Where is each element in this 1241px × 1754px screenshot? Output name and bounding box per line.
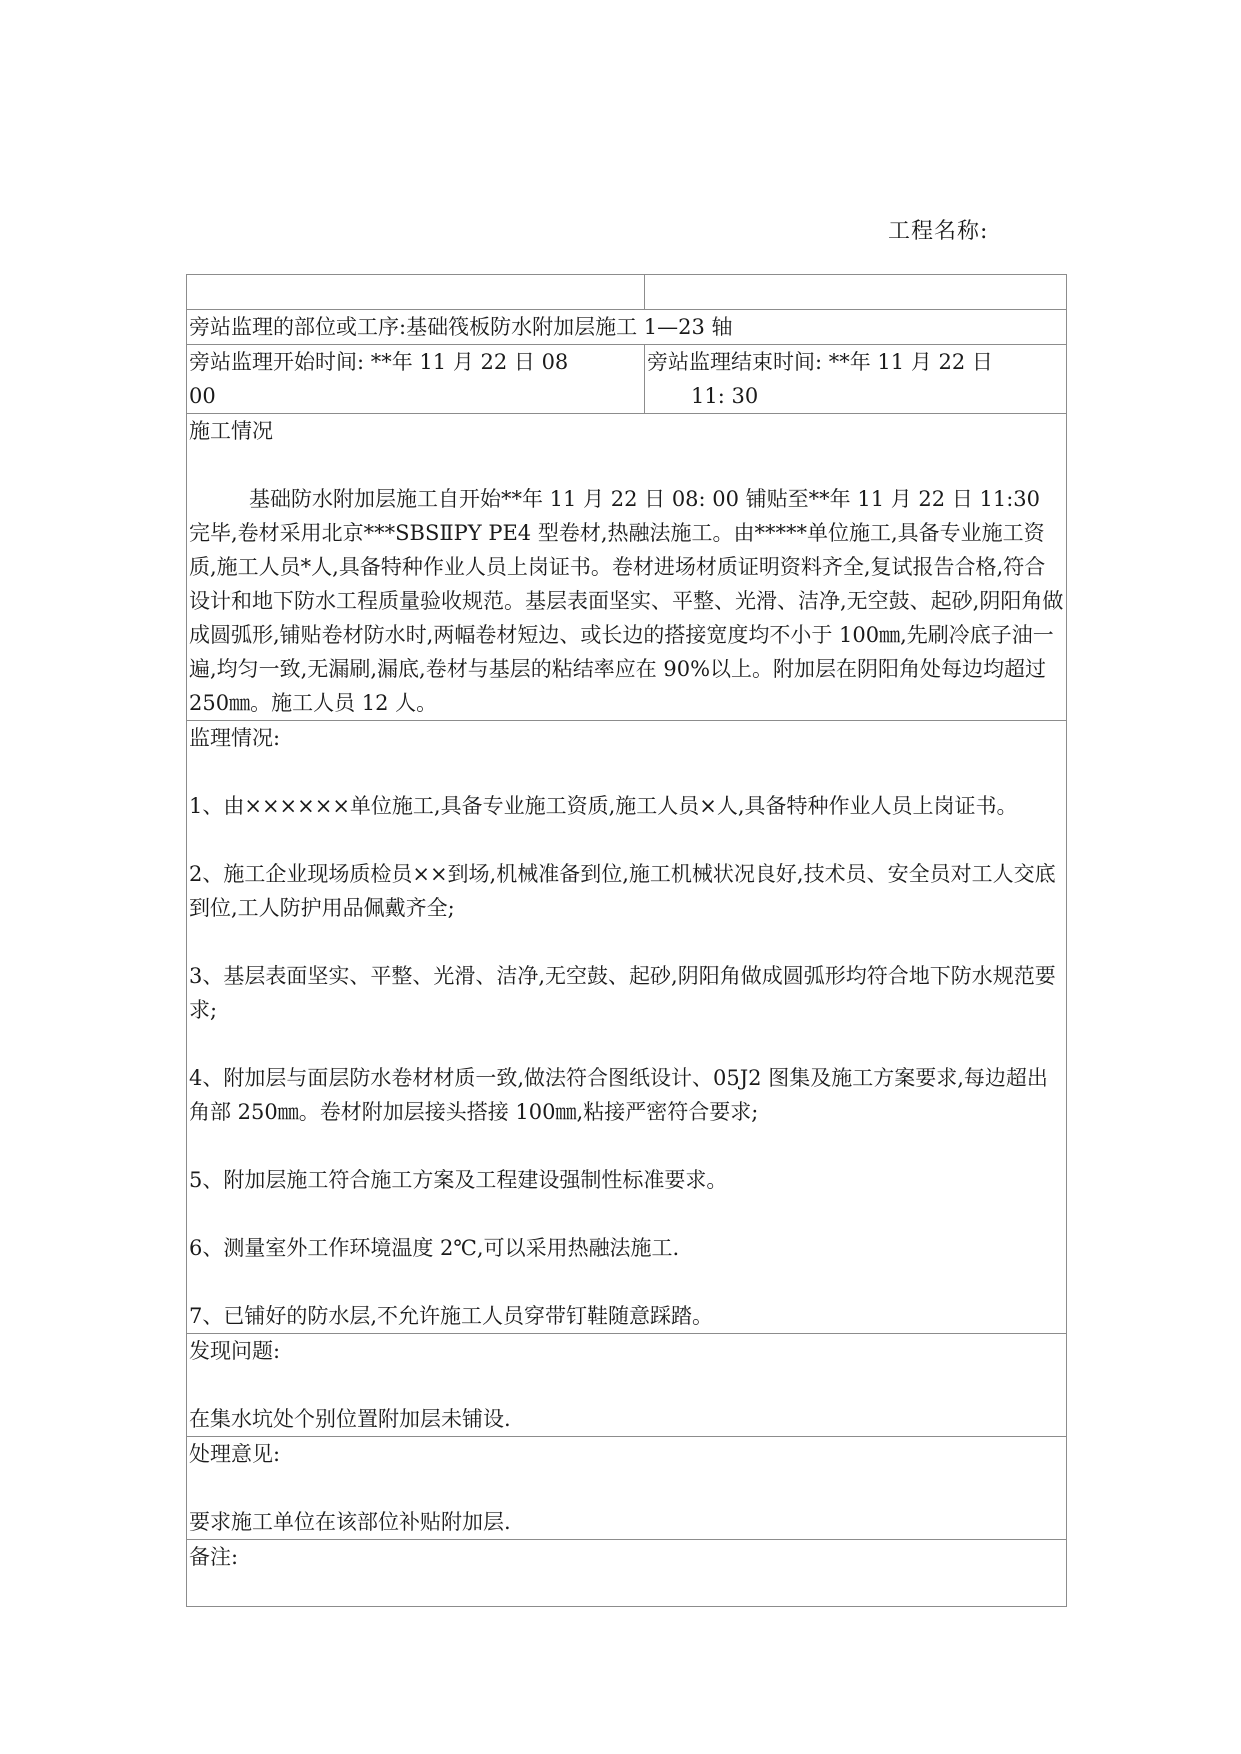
supervision-item: 5、附加层施工符合施工方案及工程建设强制性标准要求。 <box>189 1168 728 1192</box>
end-time-continued: 11: 30 <box>691 384 759 408</box>
problems-row <box>187 1334 1067 1437</box>
construction-cell <box>187 414 1067 721</box>
handling-cell <box>187 1437 1067 1540</box>
supervision-item: 7、已铺好的防水层,不允许施工人员穿带钉鞋随意踩踏。 <box>189 1304 714 1328</box>
blank-cell-left <box>187 275 645 310</box>
remarks-row <box>187 1540 1067 1607</box>
problems-cell <box>187 1334 1067 1437</box>
supervision-item: 6、测量室外工作环境温度 2℃,可以采用热融法施工. <box>189 1236 680 1260</box>
construction-body: 基础防水附加层施工自开始**年 11 月 22 日 08: 00 铺贴至**年 11 月 22 日 11:30 完毕,卷材采用北京***SBSⅡPY PE4 型卷材,热融法施工。由*****单位施工,具备专业施工资质,施工人员*人,具备特种作业人员上岗证书。卷材进场材质证明资料齐全,复试报告合格,符合设计和地下防水工程质量验收规范。基层表面坚实、平整、光滑、洁净,无空鼓、起砂,阴阳角做成圆弧形,铺贴卷材防水时,两幅卷材短边、或长边的搭接宽度均不小于 100㎜,先刷冷底子油一遍,均匀一致,无漏刷,漏底,卷材与基层的粘结率应在 90%以上。附加层在阴阳角处每边均超过 250㎜。施工人员 12 人。 <box>189 487 1064 715</box>
supervision-item: 2、施工企业现场质检员××到场,机械准备到位,施工机械状况良好,技术员、安全员对工人交底到位,工人防护用品佩戴齐全; <box>189 862 1056 920</box>
problems-title: 发现问题: <box>189 1339 281 1363</box>
blank-cell-right <box>645 275 1067 310</box>
start-time-text: 旁站监理开始时间: **年 11 月 22 日 08 <box>189 350 569 374</box>
handling-title: 处理意见: <box>189 1442 281 1466</box>
handling-body: 要求施工单位在该部位补贴附加层. <box>189 1510 511 1534</box>
location-cell <box>187 310 1067 345</box>
problems-body: 在集水坑处个别位置附加层未铺设. <box>189 1407 511 1431</box>
start-time-continued: 00 <box>189 384 216 408</box>
project-name-label: 工程名称: <box>888 219 989 244</box>
supervision-item: 1、由××××××单位施工,具备专业施工资质,施工人员×人,具备特种作业人员上岗证书。 <box>189 794 1018 818</box>
handling-row <box>187 1437 1067 1540</box>
end-time-text: 旁站监理结束时间: **年 11 月 22 日 <box>647 350 993 374</box>
supervision-row <box>187 721 1067 1334</box>
remarks-cell <box>187 1540 1067 1607</box>
construction-row <box>187 414 1067 721</box>
location-text: 旁站监理的部位或工序:基础筏板防水附加层施工 1—23 轴 <box>189 315 733 339</box>
start-time-cell <box>187 345 645 414</box>
end-time-cell <box>645 345 1067 414</box>
supervision-title: 监理情况: <box>189 726 281 750</box>
supervision-item: 4、附加层与面层防水卷材材质一致,做法符合图纸设计、05J2 图集及施工方案要求,每边超出角部 250㎜。卷材附加层接头搭接 100㎜,粘接严密符合要求; <box>189 1066 1048 1124</box>
times-row <box>187 345 1067 414</box>
remarks-title: 备注: <box>189 1545 239 1569</box>
location-row <box>187 310 1067 345</box>
supervision-item: 3、基层表面坚实、平整、光滑、洁净,无空鼓、起砂,阴阳角做成圆弧形均符合地下防水规范要求; <box>189 964 1056 1022</box>
supervision-cell <box>187 721 1067 1334</box>
supervision-record-form <box>186 274 1067 1607</box>
blank-row <box>187 275 1067 310</box>
construction-title: 施工情况 <box>189 419 273 443</box>
